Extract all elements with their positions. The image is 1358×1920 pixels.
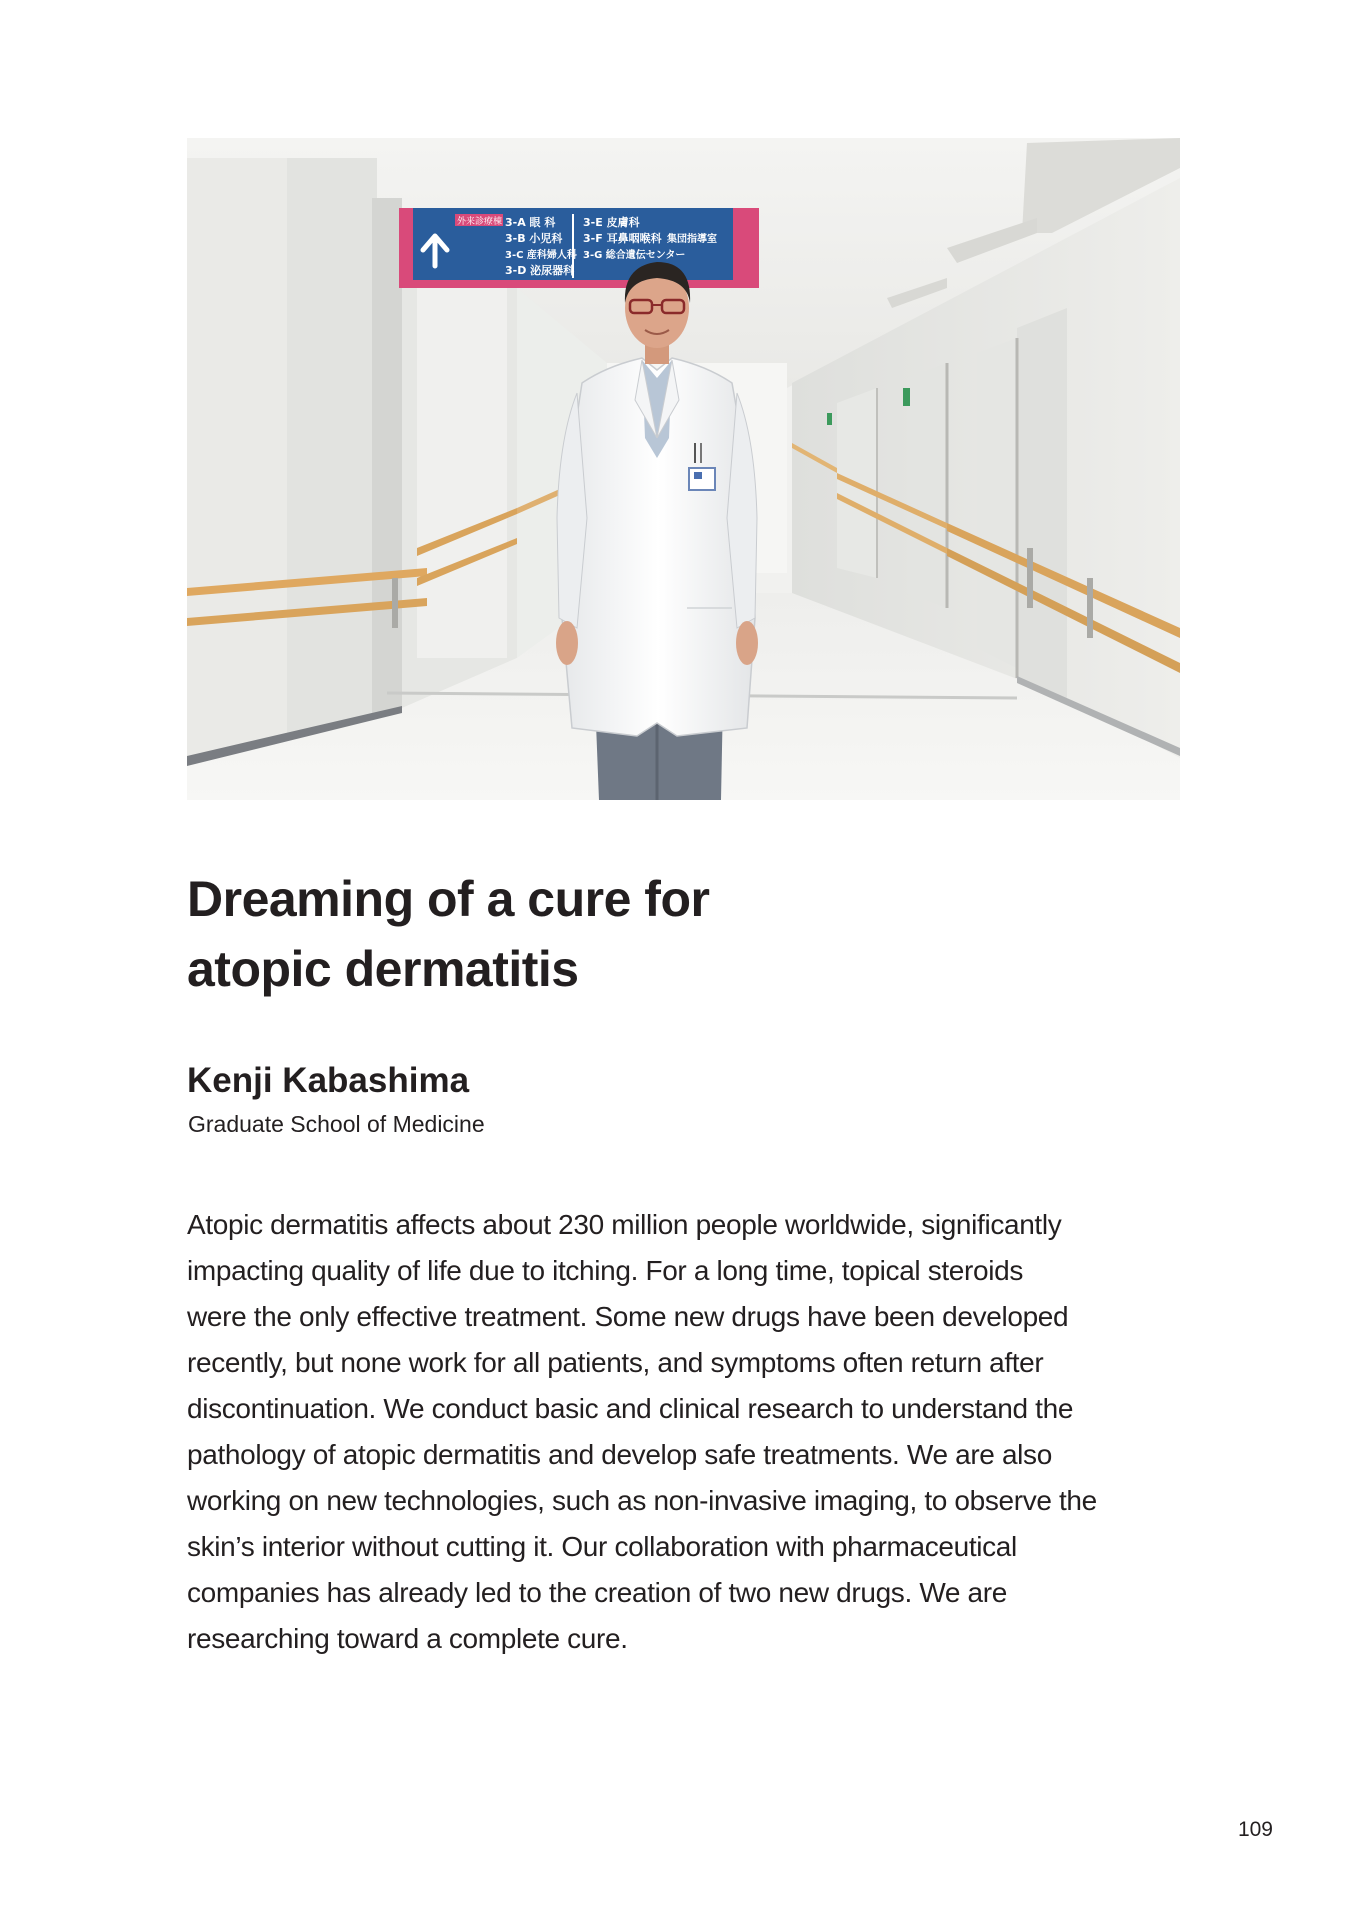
body-line: Atopic dermatitis affects about 230 million people worldwide, significantly xyxy=(187,1209,1062,1240)
title-line: Dreaming of a cure for xyxy=(187,871,710,927)
svg-text:3-A 眼 科: 3-A 眼 科 xyxy=(505,216,556,229)
body-line: companies has already led to the creation of two new drugs. We are xyxy=(187,1577,1007,1608)
body-line: researching toward a complete cure. xyxy=(187,1623,628,1654)
corridor-photo-illustration xyxy=(187,138,1180,800)
svg-text:3-D 泌尿器科: 3-D 泌尿器科 xyxy=(505,264,575,277)
author-name: Kenji Kabashima xyxy=(187,1061,470,1100)
body-line: working on new technologies, such as non-invasive imaging, to observe the xyxy=(187,1485,1097,1516)
svg-text:3-E 皮膚科: 3-E 皮膚科 xyxy=(583,216,640,229)
article-photo xyxy=(187,138,1180,800)
svg-text:外来診療棟: 外来診療棟 xyxy=(457,217,503,227)
svg-text:3-F 耳鼻咽喉科: 3-F 耳鼻咽喉科 xyxy=(583,232,662,245)
svg-text:集団指導室: 集団指導室 xyxy=(667,234,717,245)
author-affiliation: Graduate School of Medicine xyxy=(188,1111,485,1137)
page-number: 109 xyxy=(1237,1818,1273,1841)
hospital-sign xyxy=(399,208,759,288)
body-line: impacting quality of life due to itching. For a long time, topical steroids xyxy=(187,1255,1023,1286)
svg-text:3-C 産科婦人科: 3-C 産科婦人科 xyxy=(505,250,577,261)
article-body xyxy=(187,1202,1187,1662)
svg-text:3-B 小児科: 3-B 小児科 xyxy=(505,232,563,245)
body-line: discontinuation. We conduct basic and clinical research to understand the xyxy=(187,1393,1074,1424)
article-title xyxy=(187,864,1087,1004)
body-line: skin’s interior without cutting it. Our collaboration with pharmaceutical xyxy=(187,1531,1017,1562)
body-line: recently, but none work for all patients, and symptoms often return after xyxy=(187,1347,1044,1378)
title-line: atopic dermatitis xyxy=(187,941,579,997)
body-line: were the only effective treatment. Some new drugs have been developed xyxy=(187,1301,1069,1332)
body-line: pathology of atopic dermatitis and develop safe treatments. We are also xyxy=(187,1439,1052,1470)
svg-text:3-G 総合遺伝センター: 3-G 総合遺伝センター xyxy=(583,250,686,261)
